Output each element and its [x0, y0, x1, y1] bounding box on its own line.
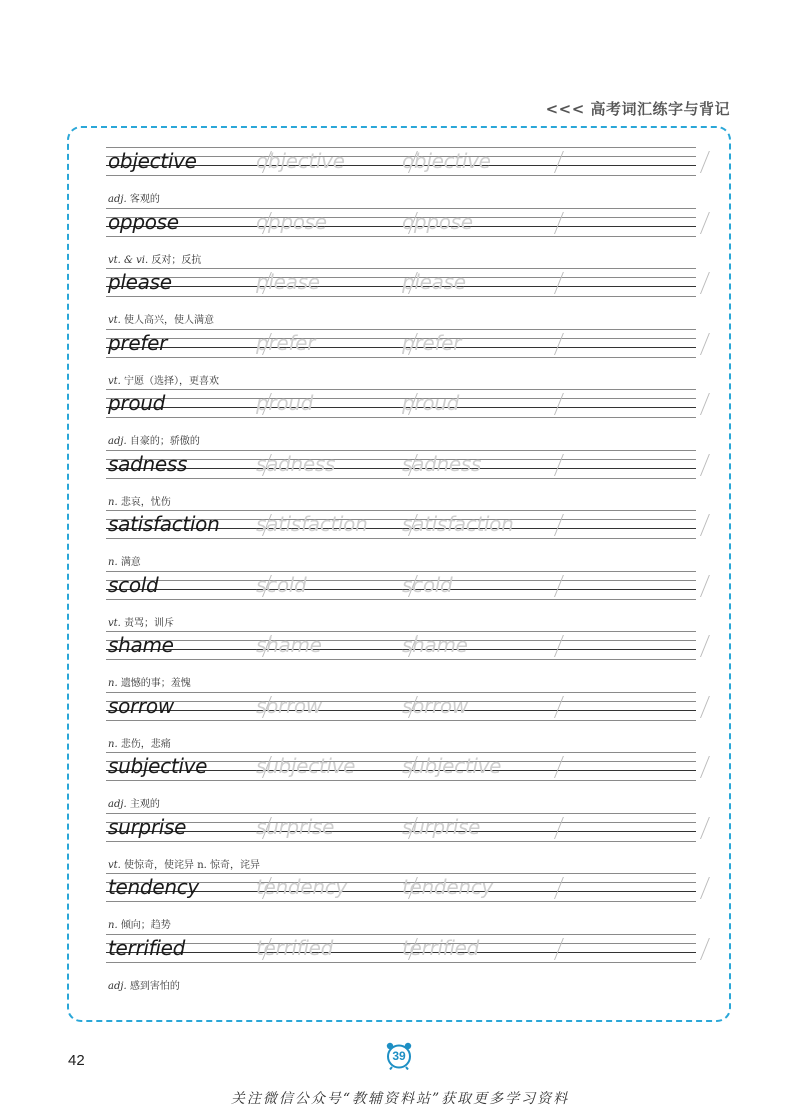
tracing-word: terrified: [256, 935, 334, 960]
guide-line: [106, 389, 696, 390]
word-meaning: [108, 916, 171, 931]
part-of-speech: n.: [108, 557, 118, 568]
tracing-word: surprise: [402, 814, 481, 839]
tracing-word: surprise: [256, 814, 335, 839]
word-meaning: [108, 977, 180, 992]
writing-lines: [106, 329, 696, 369]
writing-lines: [106, 571, 696, 611]
separator-slash: [554, 212, 564, 234]
guide-line: [106, 398, 696, 399]
part-of-speech: vt. & vi.: [108, 254, 149, 266]
writing-lines: [106, 934, 696, 974]
guide-line: [106, 286, 696, 287]
part-of-speech: n.: [108, 678, 118, 689]
guide-line: [106, 296, 696, 297]
writing-lines: [106, 631, 696, 671]
guide-line: [106, 720, 696, 721]
vocab-word: satisfaction: [108, 512, 220, 536]
tracing-word: oppose: [256, 209, 327, 234]
part-of-speech: adj.: [108, 980, 127, 992]
guide-line: [106, 147, 696, 148]
tracing-word: subjective: [256, 754, 356, 778]
word-meaning: [108, 190, 160, 205]
separator-slash: [554, 756, 564, 778]
vocab-entry: [106, 873, 696, 934]
separator-slash: [554, 393, 564, 415]
separator-slash: [554, 514, 564, 536]
tracing-word: please: [402, 270, 466, 294]
tracing-word: sorrow: [256, 693, 322, 718]
guide-line: [106, 268, 696, 269]
tracing-word: objective: [256, 149, 345, 173]
tracing-word: objective: [402, 149, 491, 173]
guide-line: [106, 873, 696, 874]
guide-line: [106, 417, 696, 418]
meaning-text: 悲哀，忧伤: [120, 496, 171, 508]
guide-line: [106, 640, 696, 641]
vocab-entry: [106, 268, 696, 329]
part-of-speech: vt.: [108, 315, 121, 326]
guide-line: [106, 701, 696, 702]
guide-line: [106, 692, 696, 693]
tracing-word: satisfaction: [256, 512, 368, 536]
vocab-word: sadness: [108, 451, 188, 476]
guide-line: [106, 831, 696, 832]
vocab-word: shame: [108, 633, 174, 657]
vocab-entry: [106, 510, 696, 571]
word-meaning: [108, 432, 200, 447]
guide-line: [106, 277, 696, 278]
guide-line: [106, 952, 696, 953]
vocab-entry: [106, 631, 696, 692]
guide-line: [106, 813, 696, 814]
meaning-text: 满意: [120, 557, 141, 568]
word-meaning: [108, 493, 171, 508]
writing-lines: [106, 450, 696, 490]
guide-line: [106, 659, 696, 660]
tracing-word: prefer: [256, 330, 315, 355]
guide-line: [106, 347, 696, 348]
writing-lines: [106, 389, 696, 429]
separator-slash: [554, 454, 564, 476]
vocab-word: objective: [108, 149, 197, 173]
meaning-text: 感到害怕的: [129, 980, 180, 992]
meaning-text: 悲伤，悲痛: [120, 738, 171, 750]
guide-line: [106, 329, 696, 330]
guide-line: [106, 780, 696, 781]
guide-line: [106, 217, 696, 218]
writing-lines: [106, 692, 696, 732]
meaning-text: 宁愿（选择），更喜欢: [124, 375, 220, 387]
part-of-speech: adj.: [108, 194, 127, 205]
tracing-word: tendency: [256, 875, 347, 899]
vocab-entry: [106, 813, 696, 874]
tracing-word: proud: [402, 391, 460, 415]
writing-lines: [106, 268, 696, 308]
tracing-word: tendency: [402, 875, 493, 899]
word-meaning: [108, 735, 171, 750]
meaning-text: 遗憾的事；羞愧: [120, 678, 191, 689]
section-title: <<< 高考词汇练字与背记: [545, 100, 730, 118]
guide-line: [106, 962, 696, 963]
guide-line: [106, 407, 696, 408]
tracing-word: sadness: [256, 451, 336, 476]
page-number: 42: [68, 1052, 85, 1069]
word-meaning: [108, 311, 214, 326]
part-of-speech: n.: [108, 738, 118, 750]
alarm-clock-icon: [384, 1040, 414, 1070]
separator-slash: [554, 272, 564, 294]
word-meaning: [108, 614, 174, 629]
tracing-word: sadness: [402, 451, 482, 476]
guide-line: [106, 649, 696, 650]
vocab-word: tendency: [108, 875, 199, 899]
guide-line: [106, 901, 696, 902]
meaning-text: 责骂；训斥: [124, 617, 175, 629]
tracing-word: sorrow: [402, 693, 468, 718]
vocab-entry: [106, 450, 696, 511]
vocab-word: prefer: [108, 330, 167, 355]
guide-line: [106, 934, 696, 935]
meaning-text: 自豪的；骄傲的: [129, 436, 200, 447]
vocab-entry: [106, 934, 696, 995]
meaning-text: 反对；反抗: [151, 254, 202, 266]
separator-slash: [554, 151, 564, 173]
tracing-word: terrified: [402, 935, 480, 960]
badge-number: 39: [392, 1049, 406, 1063]
word-meaning: [108, 251, 201, 266]
separator-slash: [554, 817, 564, 839]
vocab-word: terrified: [108, 935, 186, 960]
vocab-word: please: [108, 270, 172, 294]
separator-slash: [554, 877, 564, 899]
word-meaning: [108, 674, 191, 689]
guide-line: [106, 943, 696, 944]
meaning-text: 主观的: [129, 799, 160, 810]
vocab-word: surprise: [108, 814, 187, 839]
separator-slash: [554, 333, 564, 355]
meaning-text: 客观的: [129, 194, 160, 205]
guide-line: [106, 468, 696, 469]
guide-line: [106, 175, 696, 176]
tracing-word: oppose: [402, 209, 473, 234]
guide-line: [106, 208, 696, 209]
guide-line: [106, 589, 696, 590]
tracing-word: scold: [256, 572, 307, 597]
guide-line: [106, 538, 696, 539]
vocab-entry: [106, 329, 696, 390]
part-of-speech: n.: [108, 920, 118, 931]
guide-line: [106, 226, 696, 227]
vocab-word: subjective: [108, 754, 208, 778]
vocab-entry: [106, 752, 696, 813]
meaning-text: 使惊奇，使诧异 n. 惊奇，诧异: [124, 859, 261, 871]
tracing-word: satisfaction: [402, 512, 514, 536]
tracing-word: shame: [402, 633, 468, 657]
part-of-speech: vt.: [108, 617, 121, 629]
footer-note: 关注微信公众号“教辅资料站”获取更多学习资料: [230, 1091, 570, 1107]
tracing-word: proud: [256, 391, 314, 415]
writing-lines: [106, 813, 696, 853]
writing-lines: [106, 208, 696, 248]
separator-slash: [554, 575, 564, 597]
guide-line: [106, 450, 696, 451]
word-meaning: [108, 553, 141, 568]
vocab-word: scold: [108, 572, 159, 597]
vocab-entry: [106, 208, 696, 269]
guide-line: [106, 822, 696, 823]
guide-line: [106, 571, 696, 572]
vocab-word: oppose: [108, 209, 179, 234]
meaning-text: 使人高兴，使人满意: [124, 315, 215, 326]
separator-slash: [554, 635, 564, 657]
meaning-text: 倾向；趋势: [120, 920, 171, 931]
word-meaning: [108, 795, 160, 810]
guide-line: [106, 478, 696, 479]
tracing-word: prefer: [402, 330, 461, 355]
vocab-word: proud: [108, 391, 166, 415]
guide-line: [106, 710, 696, 711]
guide-line: [106, 580, 696, 581]
separator-slash: [554, 938, 564, 960]
part-of-speech: vt.: [108, 859, 121, 871]
part-of-speech: adj.: [108, 436, 127, 447]
guide-line: [106, 338, 696, 339]
part-of-speech: vt.: [108, 375, 121, 387]
tracing-word: subjective: [402, 754, 502, 778]
word-meaning: [108, 856, 260, 871]
guide-line: [106, 510, 696, 511]
guide-line: [106, 236, 696, 237]
practice-sheet: [106, 147, 696, 994]
part-of-speech: adj.: [108, 799, 127, 810]
guide-line: [106, 841, 696, 842]
tracing-word: please: [256, 270, 320, 294]
vocab-entry: [106, 571, 696, 632]
part-of-speech: n.: [108, 496, 118, 508]
vocab-word: sorrow: [108, 693, 174, 718]
guide-line: [106, 752, 696, 753]
guide-line: [106, 357, 696, 358]
guide-line: [106, 599, 696, 600]
vocab-entry: [106, 692, 696, 753]
guide-line: [106, 631, 696, 632]
vocab-entry: [106, 389, 696, 450]
tracing-word: scold: [402, 572, 453, 597]
vocab-entry: [106, 147, 696, 208]
word-meaning: [108, 372, 219, 387]
guide-line: [106, 459, 696, 460]
tracing-word: shame: [256, 633, 322, 657]
separator-slash: [554, 696, 564, 718]
